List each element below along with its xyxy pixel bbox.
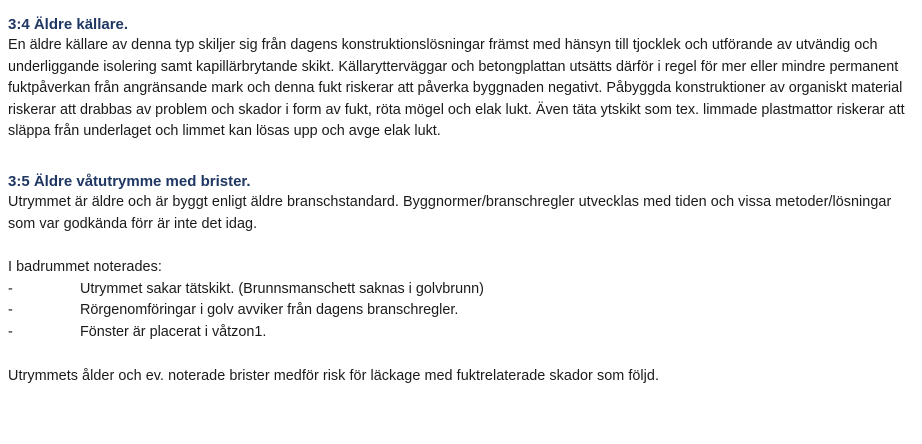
- list-item-text: Rörgenomföringar i golv avviker från dagens branschregler.: [80, 302, 459, 319]
- list-item: [8, 322, 920, 344]
- list-item-text: Utrymmet sakar tätskikt. (Brunnsmanschett saknas i golvbrunn): [80, 280, 484, 297]
- list-marker: -: [8, 323, 13, 340]
- list-title: I badrummet noterades:: [8, 259, 162, 276]
- spacer: [8, 143, 920, 171]
- section-aldre-kallare: [8, 14, 920, 143]
- findings-list: [8, 279, 920, 344]
- section-heading: 3:5 Äldre våtutrymme med brister.: [8, 172, 251, 190]
- document: [8, 14, 920, 387]
- list-marker: -: [8, 302, 13, 319]
- section-body: En äldre källare av denna typ skiljer sig från dagens konstruktionslösningar främst med hänsyn till tjocklek och utförande av utvändig och underliggande isolering samt kapillärbrytande skikt. Källarytterväggar och betongplattan utsätts därför i regel för mer eller mindre permanent fuktpåverkan från angränsande mark och denna fukt riskerar att påverka byggnaden negativt. Påbyggda konstruktioner av organiskt material riskerar att drabbas av problem och skador i form av fukt, röta mögel och elak lukt. Även täta ytskikt som tex. limmade plastmattor riskerar att släppa från underlaget och limmet kan lösas upp och avge elak lukt.: [8, 37, 905, 140]
- list-item: [8, 300, 920, 322]
- list-marker: -: [8, 280, 13, 297]
- list-item: [8, 279, 920, 301]
- list-item-text: Fönster är placerat i våtzon1.: [80, 323, 267, 340]
- section-aldre-vatutrymme: [8, 171, 920, 387]
- spacer: [8, 344, 920, 366]
- section-conclusion: Utrymmets ålder och ev. noterade brister medför risk för läckage med fuktrelaterade skador som följd.: [8, 367, 660, 384]
- spacer: [8, 235, 920, 257]
- section-intro: Utrymmet är äldre och är byggt enligt äldre branschstandard. Byggnormer/branschregler utvecklas med tiden och vissa metoder/lösningar som var godkända förr är inte det idag.: [8, 193, 892, 232]
- section-heading: 3:4 Äldre källare.: [8, 16, 129, 33]
